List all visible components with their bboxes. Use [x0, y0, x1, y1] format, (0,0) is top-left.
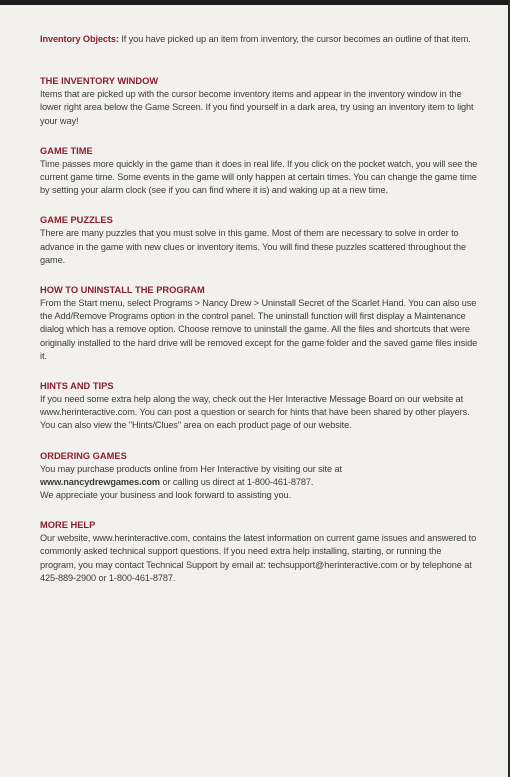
section-body: From the Start menu, select Programs > Nancy Drew > Uninstall Secret of the Scarlet Hand. You can also use the Add/Remove Programs option in the control panel. The uninstall function will first display a Maintenance dialog which has a remove option. Choose remove to uninstall the game. All the files and shortcuts that were originally installed to the hard drive will be removed except for the game folder and the saved game files inside it.	[40, 298, 478, 361]
section-uninstall	[40, 284, 478, 363]
section-heading: HOW TO UNINSTALL THE PROGRAM	[40, 285, 205, 296]
inventory-objects-paragraph	[40, 33, 478, 46]
section-body: If you need some extra help along the way, check out the Her Interactive Message Board on our website at www.herinteractive.com. You can post a question or search for hints that have been shared by other players. You can also view the "Hints/Clues" area on each product page of our website.	[40, 394, 470, 431]
section-body: There are many puzzles that you must solve in this game. Most of them are necessary to solve in order to advance in the game with new clues or inventory items. You will find these puzzles scattered throughout the game.	[40, 228, 466, 265]
ordering-line-2	[40, 476, 478, 489]
nancydrewgames-link: www.nancydrewgames.com	[40, 476, 161, 487]
ordering-phone-text: or calling us direct at 1-800-461-8787.	[160, 476, 314, 487]
section-ordering-games	[40, 450, 478, 503]
section-body: Our website, www.herinteractive.com, contains the latest information on current game issues and answered to commonly asked technical support questions. If you need extra help installing, starting, or running the program, you may contact Technical Support by email at: techsupport@herinteractive.com or by telephone at 425-889-2900 or 1-800-461-8787.	[40, 533, 477, 583]
section-body: Items that are picked up with the cursor become inventory items and appear in the inventory window in the lower right area below the Game Screen. If you find yourself in a dark area, try using an inventory item to light your way!	[40, 89, 474, 126]
section-more-help	[40, 519, 478, 585]
section-heading: ORDERING GAMES	[40, 450, 127, 461]
section-heading: HINTS AND TIPS	[40, 381, 114, 392]
section-heading: THE INVENTORY WINDOW	[40, 76, 159, 87]
inventory-objects-term: Inventory Objects:	[40, 34, 119, 44]
inventory-objects-text: If you have picked up an item from inventory, the cursor becomes an outline of that item.	[118, 34, 471, 44]
ordering-line-3: We appreciate your business and look forward to assisting you.	[40, 490, 292, 501]
page-content	[40, 33, 478, 602]
section-heading: GAME PUZZLES	[40, 215, 113, 226]
section-heading: GAME TIME	[40, 145, 93, 156]
section-game-puzzles	[40, 214, 478, 267]
section-body: Time passes more quickly in the game than it does in real life. If you click on the pocket watch, you will see the current game time. Some events in the game will only happen at certain times. You can change the game time by setting your alarm clock (see if you can find where it is) and waking up at a new time.	[40, 158, 478, 196]
section-inventory-window	[40, 75, 478, 128]
ordering-line-1: You may purchase products online from Her Interactive by visiting our site at	[40, 463, 342, 474]
section-hints-and-tips	[40, 380, 478, 433]
section-heading: MORE HELP	[40, 520, 96, 531]
section-game-time	[40, 145, 478, 198]
top-edge-bar	[0, 0, 510, 5]
